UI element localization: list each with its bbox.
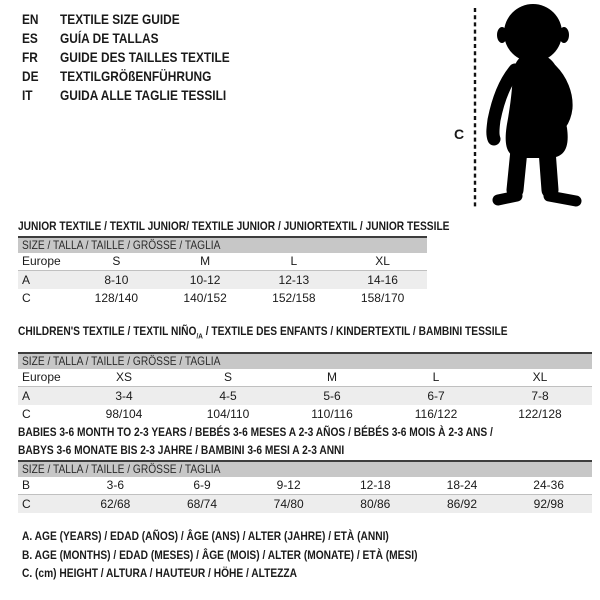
size-value-cell: 122/128 xyxy=(518,407,562,422)
height-measure-label: C xyxy=(453,126,465,142)
size-value-cell: XL xyxy=(532,370,548,385)
row-label-cell: Europe xyxy=(22,370,61,385)
table-rows xyxy=(18,369,592,423)
size-value-cell: 98/104 xyxy=(105,407,143,422)
size-value-cell: 14-16 xyxy=(367,273,398,287)
legend-notes xyxy=(22,527,487,583)
size-value-cell: 5-6 xyxy=(323,389,341,404)
size-value-cell: 3-6 xyxy=(106,478,124,492)
size-value-cell: L xyxy=(290,254,298,268)
table-title: BABIES 3-6 MONTH TO 2-3 YEARS / BEBÉS 3-6 MESES A 2-3 AÑOS / BÉBÉS 3-6 MOIS À 2-3 ANS / BABYS 3-6 MONATE BIS 2-3 JAHRE / BAMBINI 3-6 MESI A 2-3 ANNI xyxy=(18,425,493,457)
lang-text: TEXTILGRÖßENFÜHRUNG xyxy=(60,68,212,84)
lang-line-en xyxy=(22,10,260,29)
title-subscript: /A xyxy=(196,331,203,341)
table-row xyxy=(18,405,592,423)
size-value-cell: 128/140 xyxy=(94,291,139,305)
size-value-cell: 110/116 xyxy=(311,407,353,422)
lang-text: GUÍA DE TALLAS xyxy=(60,30,159,46)
size-value-cell: 74/80 xyxy=(273,497,304,511)
language-legend xyxy=(22,10,260,105)
size-value-cell: 8-10 xyxy=(104,273,129,287)
note-b: B. AGE (MONTHS) / EDAD (MESES) / ÂGE (MOIS) / ALTER (MONATE) / ETÀ (MESI) xyxy=(22,547,418,562)
row-label-cell: A xyxy=(22,389,31,404)
table-row xyxy=(18,253,427,271)
size-value-cell: M xyxy=(200,254,211,268)
table-row xyxy=(18,495,592,513)
lang-line-fr xyxy=(22,48,260,67)
size-header-bar: SIZE / TALLA / TAILLE / GRÖSSE / TAGLIA xyxy=(18,236,427,253)
toddler-silhouette-icon xyxy=(448,0,600,212)
table-row xyxy=(18,289,427,307)
row-label-cell: B xyxy=(22,478,31,492)
lang-line-de xyxy=(22,67,260,86)
size-header-bar: SIZE / TALLA / TAILLE / GRÖSSE / TAGLIA xyxy=(18,460,592,477)
size-value-cell: 9-12 xyxy=(276,478,301,492)
lang-code: EN xyxy=(22,11,39,27)
note-a: A. AGE (YEARS) / EDAD (AÑOS) / ÂGE (ANS) / ALTER (JAHRE) / ETÀ (ANNI) xyxy=(22,529,389,543)
size-value-cell: XL xyxy=(375,254,390,268)
row-label-cell: Europe xyxy=(22,254,61,268)
table-row xyxy=(18,387,592,405)
size-value-cell: 10-12 xyxy=(189,273,221,287)
size-header-bar: SIZE / TALLA / TAILLE / GRÖSSE / TAGLIA xyxy=(18,352,592,369)
size-value-cell: 80/86 xyxy=(360,497,391,511)
size-value-cell: 116/122 xyxy=(414,407,458,422)
lang-code: ES xyxy=(22,30,38,46)
size-value-cell: 62/68 xyxy=(100,497,131,511)
size-value-cell: M xyxy=(327,370,337,385)
children-size-table xyxy=(18,325,592,423)
table-title: CHILDREN'S TEXTILE / TEXTIL $NIÑO_{/A}$ / TEXTILE DES ENFANTS / KINDERTEXTIL / BAMBINI TESSILE xyxy=(18,324,508,341)
size-value-cell: 6-9 xyxy=(193,478,211,492)
lang-text: TEXTILE SIZE GUIDE xyxy=(60,11,180,27)
table-title: JUNIOR TEXTILE / TEXTIL JUNIOR/ TEXTILE JUNIOR / JUNIORTEXTIL / JUNIOR TESSILE xyxy=(18,219,450,233)
size-value-cell: 6-7 xyxy=(427,389,445,404)
size-value-cell: 3-4 xyxy=(115,389,133,404)
table-row xyxy=(18,271,427,289)
size-value-cell: 7-8 xyxy=(531,389,549,404)
lang-code: FR xyxy=(22,49,38,65)
size-value-cell: 86/92 xyxy=(446,497,477,511)
size-value-cell: 68/74 xyxy=(186,497,217,511)
row-label-cell: A xyxy=(22,273,31,287)
lang-line-it xyxy=(22,86,260,105)
row-label-cell: C xyxy=(22,497,31,511)
toddler-body xyxy=(493,4,576,201)
lang-text: GUIDA ALLE TAGLIE TESSILI xyxy=(60,87,227,103)
size-value-cell: L xyxy=(432,370,440,385)
lang-line-es xyxy=(22,29,260,48)
note-c: C. (cm) HEIGHT / ALTURA / HAUTEUR / HÖHE / ALTEZZA xyxy=(22,566,298,580)
lang-text: GUIDE DES TAILLES TEXTILE xyxy=(60,49,230,65)
size-value-cell: 152/158 xyxy=(272,291,316,305)
table-row xyxy=(18,477,592,495)
size-value-cell: 158/170 xyxy=(360,291,405,305)
table-rows xyxy=(18,253,427,307)
size-value-cell: 92/98 xyxy=(533,497,564,511)
size-value-cell: 104/110 xyxy=(206,407,250,422)
table-rows xyxy=(18,477,592,513)
size-value-cell: 4-5 xyxy=(219,389,237,404)
size-value-cell: S xyxy=(223,370,232,385)
lang-code: DE xyxy=(22,68,39,84)
lang-code: IT xyxy=(22,87,33,103)
babies-size-table xyxy=(18,423,592,513)
size-value-cell: S xyxy=(112,254,121,268)
size-value-cell: XS xyxy=(115,370,132,385)
size-value-cell: 24-36 xyxy=(533,478,564,492)
size-value-cell: 18-24 xyxy=(446,478,478,492)
size-value-cell: 12-13 xyxy=(278,273,310,287)
table-row xyxy=(18,369,592,387)
row-label-cell: C xyxy=(22,291,31,305)
size-value-cell: 12-18 xyxy=(359,478,391,492)
row-label-cell: C xyxy=(22,407,31,422)
junior-size-table xyxy=(18,219,450,307)
size-value-cell: 140/152 xyxy=(183,291,227,305)
